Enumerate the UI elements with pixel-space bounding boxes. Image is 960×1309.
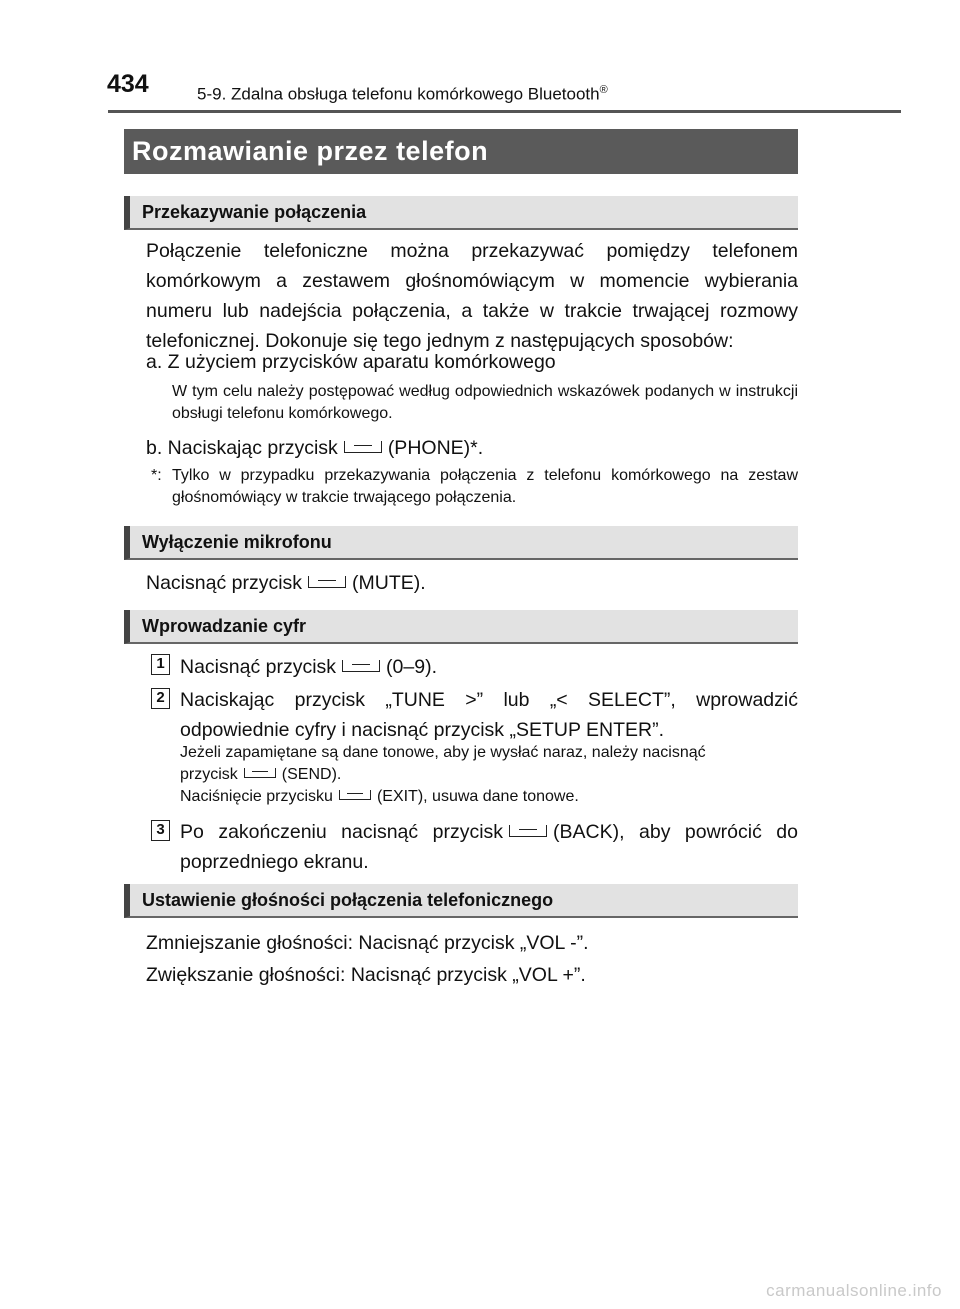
header-rule xyxy=(108,110,901,113)
transfer-option-a-note: W tym celu należy postępować według odpowiednich wskazówek podanych w instrukcji obsługi telefonu komórkowego. xyxy=(172,383,798,422)
phone-button-icon xyxy=(344,441,382,453)
section-heading-volume: Ustawienie głośności połączenia telefonicznego xyxy=(124,884,798,918)
option-b-suffix: (PHONE)*. xyxy=(387,437,484,459)
note-line-3 xyxy=(180,786,798,808)
section-title: 5-9. Zdalna obsługa telefonu komórkowego Bluetooth xyxy=(197,84,600,104)
mute-instruction xyxy=(146,568,426,598)
section-heading-transfer: Przekazywanie połączenia xyxy=(124,196,798,230)
step-1-text xyxy=(180,652,437,682)
mute-prefix: Nacisnąć przycisk xyxy=(146,572,303,594)
step-1-badge: 1 xyxy=(151,654,170,675)
step-3-suffix: (BACK), aby powrócić do poprzedniego ekranu. xyxy=(180,821,798,873)
trademark-symbol: ® xyxy=(599,84,608,96)
send-button-icon xyxy=(244,768,276,778)
transfer-option-b xyxy=(146,433,483,463)
page-number: 434 xyxy=(107,70,149,98)
section-heading-digits: Wprowadzanie cyfr xyxy=(124,610,798,644)
note-line-3-prefix: Naciśnięcie przycisku xyxy=(180,788,333,805)
transfer-option-a: a. Z użyciem przycisków aparatu komórkowego xyxy=(146,351,556,373)
watermark: carmanualsonline.info xyxy=(766,1281,942,1300)
digits-note xyxy=(180,742,798,808)
step-3-badge: 3 xyxy=(151,820,170,841)
transfer-intro: Połączenie telefoniczne można przekazywać pomiędzy telefonem komórkowym a zestawem głośnomówiącym w momencie wybierania numeru lub nadejścia połączenia, a także w trakcie trwającej rozmowy telefonicznej. Dokonuje się tego jednym z następujących sposobów: xyxy=(146,240,798,352)
page-title: Rozmawianie przez telefon xyxy=(124,129,798,174)
step-3-prefix: Po zakończeniu nacisnąć przycisk xyxy=(180,821,504,843)
step-1-prefix: Nacisnąć przycisk xyxy=(180,656,337,678)
back-button-icon xyxy=(509,825,547,837)
volume-increase: Zwiększanie głośności: Nacisnąć przycisk „VOL +”. xyxy=(146,964,586,986)
note-line-2-suffix: (SEND). xyxy=(281,766,342,783)
exit-button-icon xyxy=(339,790,371,800)
volume-decrease: Zmniejszanie głośności: Nacisnąć przycisk „VOL -”. xyxy=(146,932,589,954)
step-3-text xyxy=(180,817,798,877)
note-line-1: Jeżeli zapamiętane są dane tonowe, aby je wysłać naraz, należy nacisnąć xyxy=(180,744,706,761)
step-1-suffix: (0–9). xyxy=(386,656,437,678)
transfer-footnote: Tylko w przypadku przekazywania połączenia z telefonu komórkowego na zestaw głośnomówiący w trakcie trwającego połączenia. xyxy=(172,467,798,506)
step-2-text: Naciskając przycisk „TUNE >” lub „< SELECT”, wprowadzić odpowiednie cyfry i nacisnąć przycisk „SETUP ENTER”. xyxy=(180,689,798,741)
note-line-3-suffix: (EXIT), usuwa dane tonowe. xyxy=(376,788,579,805)
note-line-2 xyxy=(180,764,798,786)
section-heading-mute: Wyłączenie mikrofonu xyxy=(124,526,798,560)
step-2-badge: 2 xyxy=(151,688,170,709)
digit-button-icon xyxy=(342,660,380,672)
option-b-prefix: b. Naciskając przycisk xyxy=(146,437,338,459)
mute-suffix: (MUTE). xyxy=(352,572,426,594)
running-header xyxy=(197,84,608,105)
note-line-2-prefix: przycisk xyxy=(180,766,238,783)
footnote-marker: *: xyxy=(151,467,162,484)
mute-button-icon xyxy=(308,576,346,588)
